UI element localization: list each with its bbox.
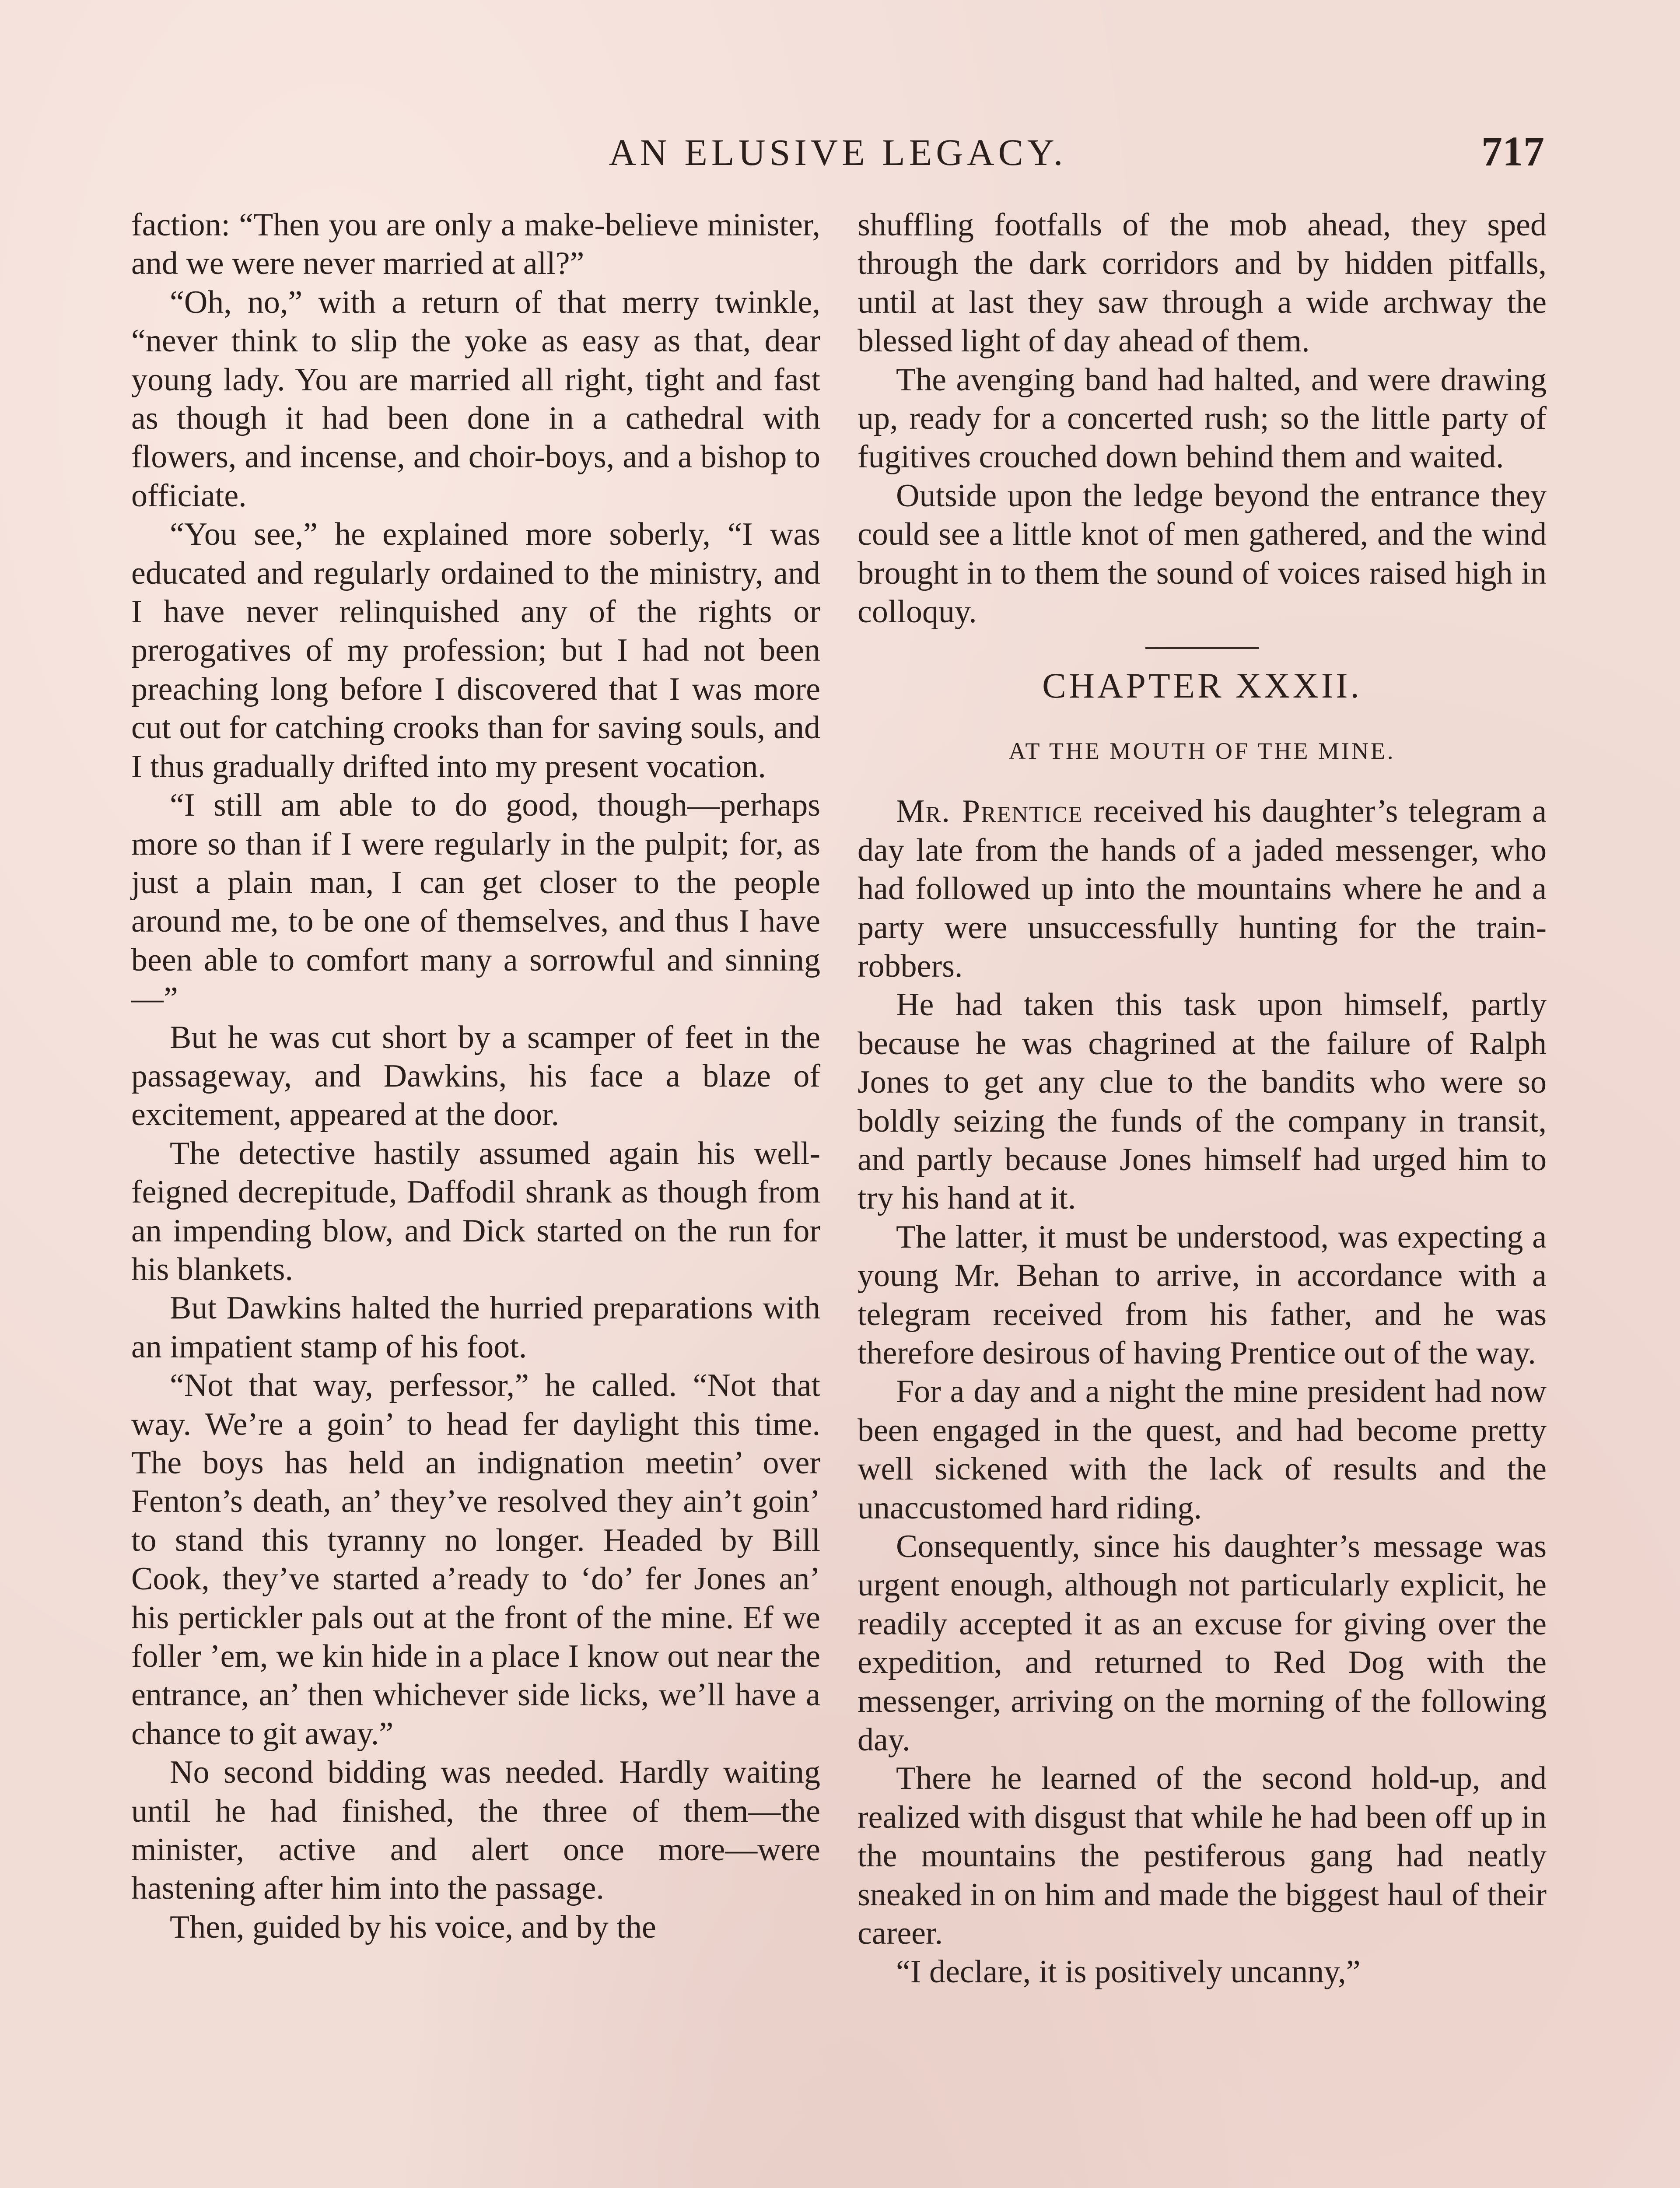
paragraph: The latter, it must be understood, was expecting a young Mr. Behan to arrive, in accordance with a telegram received from his father, and he was therefore desirous of having Prentice out of the way. bbox=[858, 1219, 1547, 1371]
paragraph: “Oh, no,” with a return of that merry twinkle, “never think to slip the yoke as easy as that, dear young lady. You are married all right, tight and fast as though it had been done in a cathedral with flowers, and incense, and choir-boys, and a bishop to officiate. bbox=[131, 284, 820, 514]
running-title: AN ELUSIVE LEGACY. bbox=[609, 131, 1067, 173]
paragraph: Then, guided by his voice, and by the bbox=[170, 1909, 656, 1945]
paragraph: The avenging band had halted, and were drawing up, ready for a concerted rush; so the little party of fugitives crouched down behind them and waited. bbox=[858, 361, 1547, 475]
paragraph: He had taken this task upon himself, partly because he was chagrined at the failure of Ralph Jones to get any clue to the bandits who were so boldly seizing the funds of the company in transit, and partly because Jones himself had urged him to try his hand at it. bbox=[858, 987, 1547, 1217]
running-head bbox=[131, 127, 1544, 184]
paragraph: “Not that way, perfessor,” he called. “Not that way. We’re a goin’ to head fer daylight this time. The boys has held an indignation meetin’ over Fenton’s death, an’ they’ve resolved they ain’t goin’ to stand this tyranny no longer. Headed by Bill Cook, they’ve started a’ready to ‘do’ fer Jones an’ his pertickler pals out at the front of the mine. Ef we foller ’em, we kin hide in a place I know out near the entrance, an’ then whichever side licks, we’ll have a chance to git away.” bbox=[131, 1368, 820, 1752]
paragraph: faction: “Then you are only a make-believe minister, and we were never married at all?” bbox=[131, 207, 820, 282]
section-divider bbox=[1145, 647, 1259, 649]
right-column bbox=[858, 206, 1547, 1992]
paragraph: For a day and a night the mine president had now been engaged in the quest, and had become pretty well sickened with the lack of results and the unaccustomed hard riding. bbox=[858, 1374, 1547, 1526]
chapter-opening-paragraph bbox=[858, 792, 1547, 985]
opening-text: received his daughter’s telegram a day late from the hands of a jaded messenger, who had followed up into the mountains where he and a party were unsuccessfully hunting for the train-robbers. bbox=[858, 793, 1547, 984]
paragraph: “I still am able to do good, though—perhaps more so than if I were regularly in the pulpit; for, as just a plain man, I can get closer to the people around me, to be one of themselves, and thus I have been able to comfort many a sorrowful and sinning—” bbox=[131, 787, 820, 1017]
paragraph: But Dawkins halted the hurried preparations with an impatient stamp of his foot. bbox=[131, 1290, 820, 1365]
paragraph: “You see,” he explained more soberly, “I was educated and regularly ordained to the ministry, and I have never relinquished any of the rights or prerogatives of my profession; but I had not been preaching long before I discovered that I was more cut out for catching crooks than for saving souls, and I thus gradually drifted into my present vocation. bbox=[131, 516, 820, 785]
chapter-subtitle: AT THE MOUTH OF THE MINE. bbox=[1008, 737, 1396, 764]
paragraph: But he was cut short by a scamper of feet in the passageway, and Dawkins, his face a blaze of excitement, appeared at the door. bbox=[131, 1019, 820, 1133]
left-column bbox=[131, 206, 820, 1946]
paragraph: The detective hastily assumed again his well-feigned decrepitude, Daffodil shrank as though from an impending blow, and Dick started on the run for his blankets. bbox=[131, 1135, 820, 1287]
page-number: 717 bbox=[1481, 128, 1544, 175]
paragraph: “I declare, it is positively uncanny,” bbox=[896, 1954, 1361, 1990]
paragraph: Outside upon the ledge beyond the entrance they could see a little knot of men gathered, and the wind brought in to them the sound of voices raised high in colloquy. bbox=[858, 477, 1547, 630]
paragraph: No second bidding was needed. Hardly waiting until he had finished, the three of them—the minister, active and alert once more—were hastening after him into the passage. bbox=[131, 1754, 820, 1907]
paragraph: shuffling footfalls of the mob ahead, they sped through the dark corridors and by hidden pitfalls, until at last they saw through a wide archway the blessed light of day ahead of them. bbox=[858, 207, 1547, 359]
opening-small-caps: Mr. Prentice bbox=[896, 793, 1083, 830]
paragraph: There he learned of the second hold-up, and realized with disgust that while he had been off up in the mountains the pestiferous gang had neatly sneaked in on him and made the biggest haul of their career. bbox=[858, 1760, 1547, 1952]
paragraph: Consequently, since his daughter’s message was urgent enough, although not particularly explicit, he readily accepted it as an excuse for giving over the expedition, and returned to Red Dog with the messenger, arriving on the morning of the following day. bbox=[858, 1529, 1547, 1758]
chapter-title: CHAPTER XXXII. bbox=[1042, 666, 1362, 706]
